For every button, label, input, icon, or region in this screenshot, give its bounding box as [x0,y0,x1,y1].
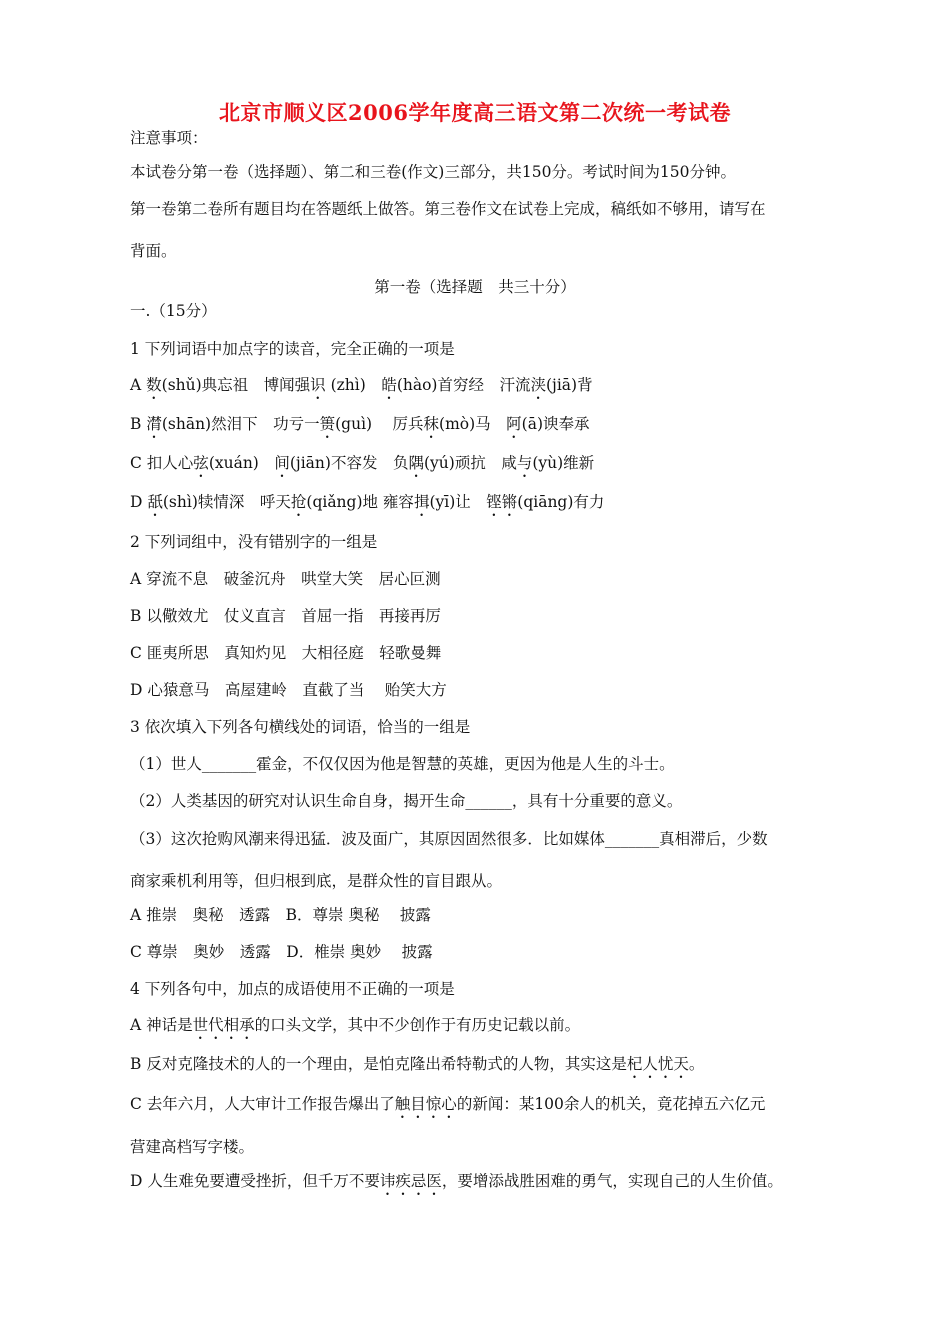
q1-b-seg: (mò)马 [439,415,507,433]
notice-line-2: 第一卷第二卷所有题目均在答题纸上做答。第三卷作文在试卷上完成，稿纸如不够用，请写在 [130,200,766,218]
notice-line-1: 本试卷分第一卷（选择题）、第二和三卷(作文)三部分，共150分。考试时间为150分钟。 [130,163,737,181]
q4-d-seg: D 人生难免要遭受挫折，但千万不要 [130,1172,380,1190]
q4-b-seg: 。 [688,1055,705,1073]
q4-d-idiom: 讳疾忌医 [379,1172,442,1190]
q2-option-c: C 匪夷所思 真知灼见 大相径庭 轻歌曼舞 [130,644,442,662]
part-one-heading: 一.（15分） [130,302,217,320]
q4-b-seg: B 反对克隆技术的人的一个理由，是怕克隆出希特勒式的人物，其实这是 [130,1055,627,1073]
q1-option-c [130,452,594,481]
q4-d-seg: ，要增添战胜困难的勇气，实现自己的人生价值。 [441,1172,783,1190]
q1-d-dotted: 铿锵 [486,493,518,511]
q1-b-dotted: 阿 [506,415,522,433]
q4-option-d [130,1170,783,1199]
q2-option-d: D 心猿意马 高屋建岭 直截了当 贻笑大方 [130,681,447,699]
q1-c-seg: C 扣人心 [130,454,194,472]
q1-b-seg: (guì) 厉兵 [335,415,424,433]
q3-stem: 3 依次填入下列各句横线处的词语，恰当的一组是 [130,718,471,736]
q4-a-idiom: 世代相承 [192,1016,255,1034]
q1-d-seg: (shì)犊情深 呼天 [162,493,291,511]
q2-stem: 2 下列词组中，没有错别字的一组是 [130,533,378,551]
q4-a-seg: A 神话是 [130,1016,193,1034]
q4-option-c-cont: 营建高档写字楼。 [130,1138,255,1156]
q1-c-dotted: 隅 [408,454,424,472]
q1-b-dotted: 篑 [319,415,336,433]
notice-heading: 注意事项： [130,129,208,147]
q4-option-c [130,1093,765,1122]
section-title: 第一卷（选择题 共三十分） [374,278,576,296]
q1-c-seg: (yú)顽抗 咸 [423,454,517,472]
q1-a-seg: (zhì) [325,376,382,394]
q1-c-dotted: 间 [274,454,290,472]
q4-stem: 4 下列各句中，加点的成语使用不正确的一项是 [130,980,455,998]
q1-a-seg: (shǔ)典忘祖 博闻强 [161,376,311,394]
q1-c-seg: (jiān)不容发 负 [289,454,409,472]
q1-d-dotted: 舐 [147,493,163,511]
q3-options-ab: A 推崇 奥秘 透露 B．尊崇 奥秘 披露 [130,906,431,924]
q1-a-seg: A [130,376,147,394]
q1-a-dotted: 浃 [530,376,546,394]
q1-d-seg: D [130,493,148,511]
q1-d-seg: (qiāng)有力 [517,493,605,511]
q1-c-seg: (xuán) [208,454,275,472]
q1-a-dotted: 数 [146,376,162,394]
q1-option-a [130,374,593,403]
q1-b-seg: (ā)谀奉承 [521,415,590,433]
q1-b-dotted: 秣 [423,415,440,433]
q1-stem: 1 下列词语中加点字的读音，完全正确的一项是 [130,340,455,358]
q3-options-cd: C 尊崇 奥妙 透露 D．椎崇 奥妙 披露 [130,943,433,961]
q1-option-b [130,413,590,442]
q1-option-d [130,491,604,520]
q1-a-dotted: 识 [310,376,326,394]
q4-c-seg: 的新闻：某100余人的机关，竟花掉五六亿元 [456,1095,766,1113]
q3-sentence-3: （3）这次抢购风潮来得迅猛．波及面广，其原因固然很多．比如媒体_______真相滞后，少数 [130,830,768,848]
q4-option-a [130,1014,580,1043]
q3-sentence-3-cont: 商家乘机利用等，但归根到底，是群众性的盲目跟从。 [130,872,503,890]
q1-b-seg: B [130,415,147,433]
q3-sentence-1: （1）世人_______霍金，不仅仅因为他是智慧的英雄，更因为他是人生的斗士。 [130,755,675,773]
q4-c-seg: C 去年六月，人大审计工作报告爆出了 [130,1095,395,1113]
exam-title: 北京市顺义区2006学年度高三语文第二次统一考试卷 [219,100,731,125]
q4-a-seg: 的口头文学，其中不少创作于有历史记载以前。 [254,1016,581,1034]
q1-d-dotted: 抢 [290,493,307,511]
q1-d-seg: (qiǎng)地 雍容 [306,493,414,511]
q2-option-a: A 穿流不息 破釜沉舟 哄堂大笑 居心叵测 [130,570,441,588]
q4-option-b [130,1053,704,1082]
notice-line-2-cont: 背面。 [130,242,177,260]
q4-c-idiom: 触目惊心 [394,1095,457,1113]
q1-c-seg: (yù)维新 [532,454,595,472]
q1-a-dotted: 皓 [381,376,397,394]
q1-d-dotted: 揖 [413,493,430,511]
q2-option-b: B 以儆效尤 仗义直言 首屈一指 再接再厉 [130,607,441,625]
q1-b-dotted: 潸 [146,415,162,433]
q1-c-dotted: 与 [516,454,533,472]
q3-sentence-2: （2）人类基因的研究对认识生命自身，揭开生命______，具有十分重要的意义。 [130,792,683,810]
q1-c-dotted: 弦 [193,454,209,472]
q1-b-seg: (shān)然泪下 功亏一 [161,415,320,433]
q4-b-idiom: 杞人忧天 [626,1055,689,1073]
q1-a-seg: (hào)首穷经 汗流 [396,376,531,394]
q1-d-seg: (yī)让 [429,493,487,511]
q1-a-seg: (jiā)背 [546,376,593,394]
